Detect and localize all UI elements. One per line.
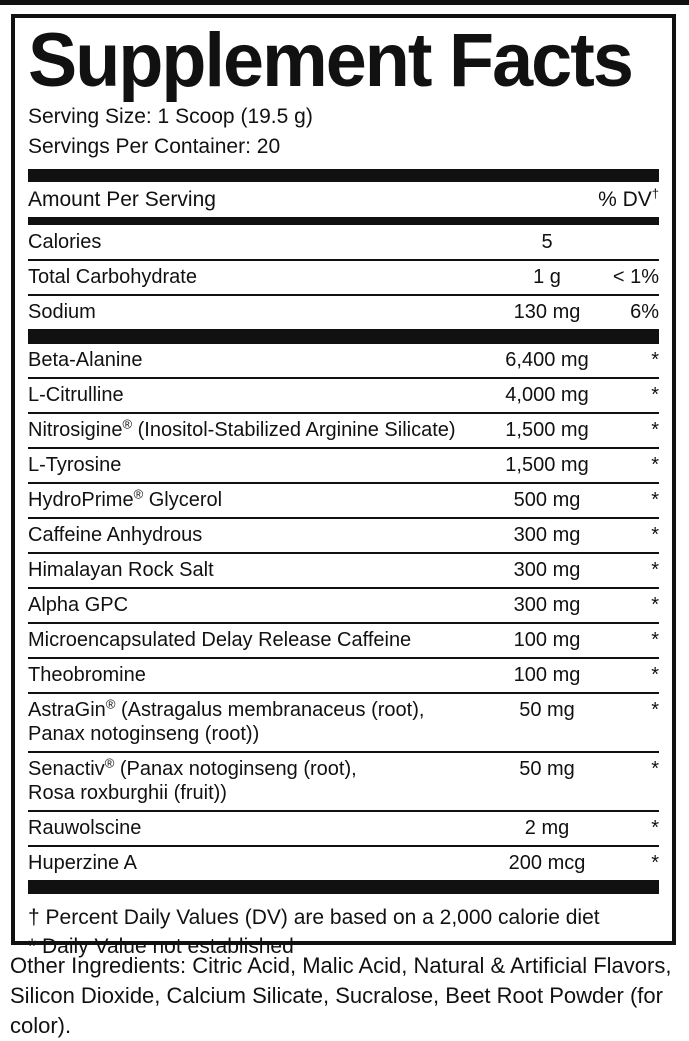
ingredient-name: Sodium (28, 301, 96, 323)
registered-trademark-symbol: ® (104, 755, 115, 771)
column-header-row (28, 182, 659, 217)
daily-value: * (651, 594, 659, 616)
amount-value: 6,400 mg (505, 349, 589, 371)
table-row (28, 294, 659, 329)
table-row (28, 259, 659, 294)
daily-value: * (651, 852, 659, 874)
ingredient-name: AstraGin® (Astragalus membranaceus (root), Panax notoginseng (root)) (28, 696, 425, 745)
amount-value: 100 mg (513, 629, 581, 651)
amount-value: 300 mg (513, 594, 581, 616)
serving-size: Serving Size: 1 Scoop (19.5 g) (28, 105, 313, 128)
daily-value: 6% (630, 301, 659, 323)
amount-value: 1,500 mg (505, 419, 589, 441)
other-ingredients (10, 951, 689, 1041)
amount-value: 4,000 mg (505, 384, 589, 406)
supplement-facts-panel (11, 14, 676, 958)
ingredient-name: Microencapsulated Delay Release Caffeine (28, 629, 412, 651)
ingredient-table (28, 344, 659, 880)
table-row (28, 482, 659, 517)
table-row (28, 657, 659, 692)
ingredient-name: Alpha GPC (28, 594, 129, 616)
table-row (28, 622, 659, 657)
other-ingredients-line: Silicon Dioxide, Calcium Silicate, Sucralose, Beet Root Powder (for color). (10, 983, 663, 1038)
amount-value: 130 mg (513, 301, 581, 323)
table-row (28, 751, 659, 810)
daily-value: * (651, 524, 659, 546)
table-row (28, 344, 659, 377)
ingredient-name: Huperzine A (28, 852, 137, 874)
servings-per-container: Servings Per Container: 20 (28, 135, 281, 158)
registered-trademark-symbol: ® (122, 416, 133, 432)
top-edge-bar (0, 0, 689, 5)
footnote-asterisk: * Daily Value not established (28, 935, 294, 958)
daily-value: * (651, 817, 659, 839)
table-row (28, 517, 659, 552)
amount-value: 300 mg (513, 524, 581, 546)
ingredient-name: Caffeine Anhydrous (28, 524, 203, 546)
section-bar-middle (28, 329, 659, 344)
daily-value: * (651, 419, 659, 441)
daily-value: * (651, 629, 659, 651)
ingredient-name: Nitrosigine® (Inositol-Stabilized Arginine Silicate) (28, 416, 456, 441)
amount-value: 1,500 mg (505, 454, 589, 476)
amount-value: 50 mg (519, 699, 575, 721)
ingredient-name: Rauwolscine (28, 817, 142, 839)
amount-value: 200 mcg (508, 852, 586, 874)
amount-value: 5 (541, 231, 553, 253)
daily-value: * (651, 489, 659, 511)
amount-value: 500 mg (513, 489, 581, 511)
table-row (28, 845, 659, 880)
ingredient-name: Beta-Alanine (28, 349, 143, 371)
ingredient-name: Calories (28, 231, 102, 253)
daily-value: * (651, 454, 659, 476)
section-bar-bottom (28, 880, 659, 894)
table-row (28, 377, 659, 412)
daily-value: * (651, 384, 659, 406)
table-row (28, 226, 659, 259)
table-row (28, 552, 659, 587)
section-bar-top (28, 169, 659, 182)
ingredient-name: Total Carbohydrate (28, 266, 197, 288)
panel-title: Supplement Facts (28, 18, 632, 103)
footnote-dv: † Percent Daily Values (DV) are based on a 2,000 calorie diet (28, 906, 600, 929)
percent-dv-label: % DV† (598, 186, 659, 211)
header-divider-bar (28, 217, 659, 225)
ingredient-name: Senactiv® (Panax notoginseng (root), Rosa roxburghii (fruit)) (28, 755, 357, 804)
ingredient-name: HydroPrime® Glycerol (28, 486, 223, 511)
amount-value: 50 mg (519, 758, 575, 780)
amount-value: 1 g (533, 266, 561, 288)
daily-value: * (651, 664, 659, 686)
amount-value: 100 mg (513, 664, 581, 686)
registered-trademark-symbol: ® (133, 486, 144, 502)
daily-value: * (651, 559, 659, 581)
amount-per-serving-label: Amount Per Serving (28, 188, 216, 211)
ingredient-name: L-Tyrosine (28, 454, 122, 476)
amount-value: 300 mg (513, 559, 581, 581)
daily-value: < 1% (612, 266, 659, 288)
ingredient-name: Theobromine (28, 664, 146, 686)
table-row (28, 447, 659, 482)
registered-trademark-symbol: ® (105, 696, 116, 712)
table-row (28, 810, 659, 845)
amount-value: 2 mg (524, 817, 570, 839)
dagger-symbol: † (651, 186, 659, 201)
ingredient-name: Himalayan Rock Salt (28, 559, 214, 581)
daily-value: * (651, 699, 659, 721)
table-row (28, 587, 659, 622)
table-row (28, 412, 659, 447)
nutrient-table (28, 226, 659, 329)
daily-value: * (651, 758, 659, 780)
other-ingredients-line: Other Ingredients: Citric Acid, Malic Acid, Natural & Artificial Flavors, (10, 953, 672, 978)
table-row (28, 692, 659, 751)
ingredient-name: L-Citrulline (28, 384, 124, 406)
daily-value: * (651, 349, 659, 371)
